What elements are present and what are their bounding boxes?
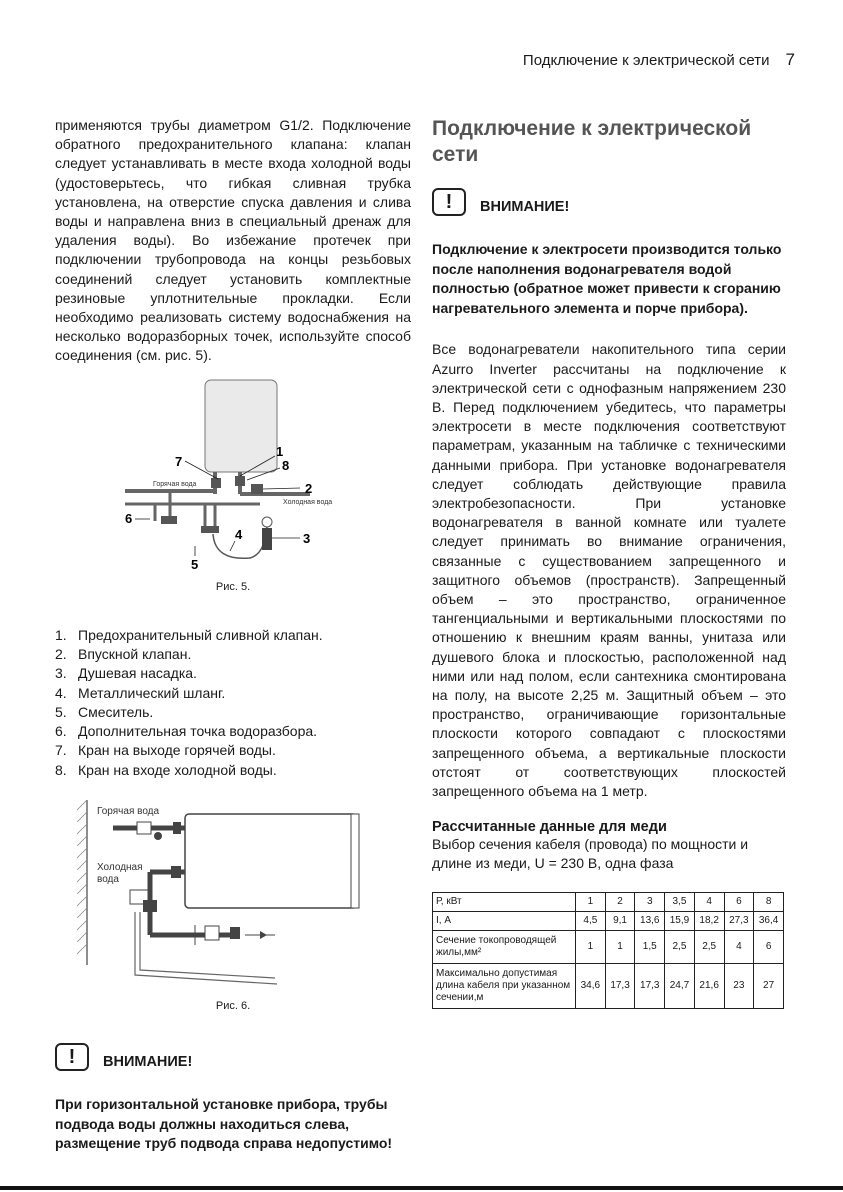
table-row: Сечение токопроводящей жилы,мм² 1 1 1,5 2,5 2,5 4 6 [433, 930, 784, 963]
figure-6-caption: Рис. 6. [215, 1000, 251, 1013]
warning-label: ВНИМАНИЕ! [103, 1054, 193, 1071]
running-title: Подключение к электрической сети [522, 52, 770, 69]
callout-6: 6 [125, 510, 133, 526]
callout-2: 2 [305, 480, 313, 496]
fig6-cold-label-2: вода [97, 874, 119, 886]
body-paragraph: Все водонагреватели накопительного типа серии Azurro Inverter рассчитаны на подключение к электрической сети с однофазным напряжением 230 В. Перед подключением убедитесь, что параметры электросети в месте подключения соответствуют параметрам, указанным на табличке с техническими данными прибора. При установке водонагревателя следует соблюдать действующие правила электробезопасности. При установке водонагревателя в ванной комнате или туалете следует принимать во внимание ограничения, связанные с существованием запрещенного и защитного объемов (пространств). Запрещенный объем – это пространство, ограниченное тангенциальными и вертикальными плоскостями по отношению к внешним краям ванны, унитаза или душевого блока и плоскостью, расположенной над ними или над полом, если сантехника смонтирована на полу, на высоте 2,25 м. Защитный объем – это пространство, ограничивающие горизонтальные плоскости которого совпадают с плоскостями запрещенного объема, а вертикальные плоскости отстоят от соответствующих плоскостей запрещенного объема на 1 метр. [432, 341, 786, 800]
left-column [55, 116, 411, 1154]
fig6-cold-label-1: Холодная [97, 862, 143, 874]
page-header [523, 50, 795, 70]
warning-icon: ! [432, 188, 466, 216]
list-item: 4. Металлический шланг. [55, 684, 226, 701]
callout-1: 1 [276, 443, 284, 459]
bottom-rule [0, 1186, 843, 1190]
callout-3: 3 [303, 530, 311, 546]
section-heading: Подключение к электрической сети [432, 117, 752, 166]
parts-list [55, 626, 411, 780]
table-row: Максимально допустимая длина кабеля при указанном сечении,м 34,6 17,3 17,3 24,7 21,6 23 27 [433, 963, 784, 1008]
fig5-hot-label: Горячая вода [153, 480, 197, 488]
right-warning-text: Подключение к электросети производится только после наполнения водонагревателя водой полностью (обратное может привести к сгоранию нагревательного элемента и порче прибора). [432, 241, 782, 316]
fig5-cold-label: Холодная вода [283, 498, 333, 506]
list-item: 2. Впускной клапан. [55, 645, 192, 662]
figure-5 [55, 376, 411, 612]
page-number: 7 [785, 50, 795, 69]
figure-6 [55, 800, 411, 1025]
left-warning [55, 1043, 411, 1071]
warning-label: ВНИМАНИЕ! [480, 199, 570, 215]
figure-5-diagram [55, 376, 411, 581]
copper-title: Рассчитанные данные для меди [432, 819, 667, 836]
copper-table [432, 892, 784, 1009]
list-item: 1. Предохранительный сливной клапан. [55, 626, 323, 643]
right-warning [432, 188, 786, 216]
callout-7: 7 [175, 453, 183, 469]
warning-icon: ! [55, 1043, 89, 1071]
list-item: 6. Дополнительная точка водоразбора. [55, 723, 318, 740]
right-column [432, 116, 786, 1009]
list-item: 8. Кран на входе холодной воды. [55, 761, 277, 778]
figure-6-diagram [55, 800, 411, 1000]
figure-5-caption: Рис. 5. [215, 580, 251, 593]
callout-4: 4 [235, 526, 243, 542]
table-row: I, А 4,5 9,1 13,6 15,9 18,2 27,3 36,4 [433, 911, 784, 930]
list-item: 5. Смеситель. [55, 703, 154, 720]
left-warning-text: При горизонтальной установке прибора, трубы подвода воды должны находиться слева, размещение труб подвода справа недопустимо! [55, 1096, 393, 1152]
fig6-hot-label: Горячая вода [97, 806, 160, 818]
intro-paragraph: применяются трубы диаметром G1/2. Подключение обратного предохранительного клапана: клапан следует устанавливать в месте входа холодной воды (удостоверьтесь, что гибкая сливная трубка установлена, на отверстие спуска давления и слива воды и направлена вниз в специальный дренаж для удаления воды). Во избежание протечек при подключении трубопровода на концы резьбовых соединений следует установить комплектные резиновые уплотнительные прокладки. Если необходимо реализовать систему водоснабжения на несколько водоразборных точек, используйте способ соединения (см. рис. 5). [55, 117, 411, 364]
list-item: 7. Кран на выходе горячей воды. [55, 742, 276, 759]
copper-description: Выбор сечения кабеля (провода) по мощности и длине из меди, U = 230 В, одна фаза [432, 836, 749, 872]
table-row: Р, кВт 1 2 3 3,5 4 6 8 [433, 892, 784, 911]
callout-8: 8 [282, 457, 290, 473]
callout-5: 5 [191, 556, 199, 572]
list-item: 3. Душевая насадка. [55, 665, 197, 682]
